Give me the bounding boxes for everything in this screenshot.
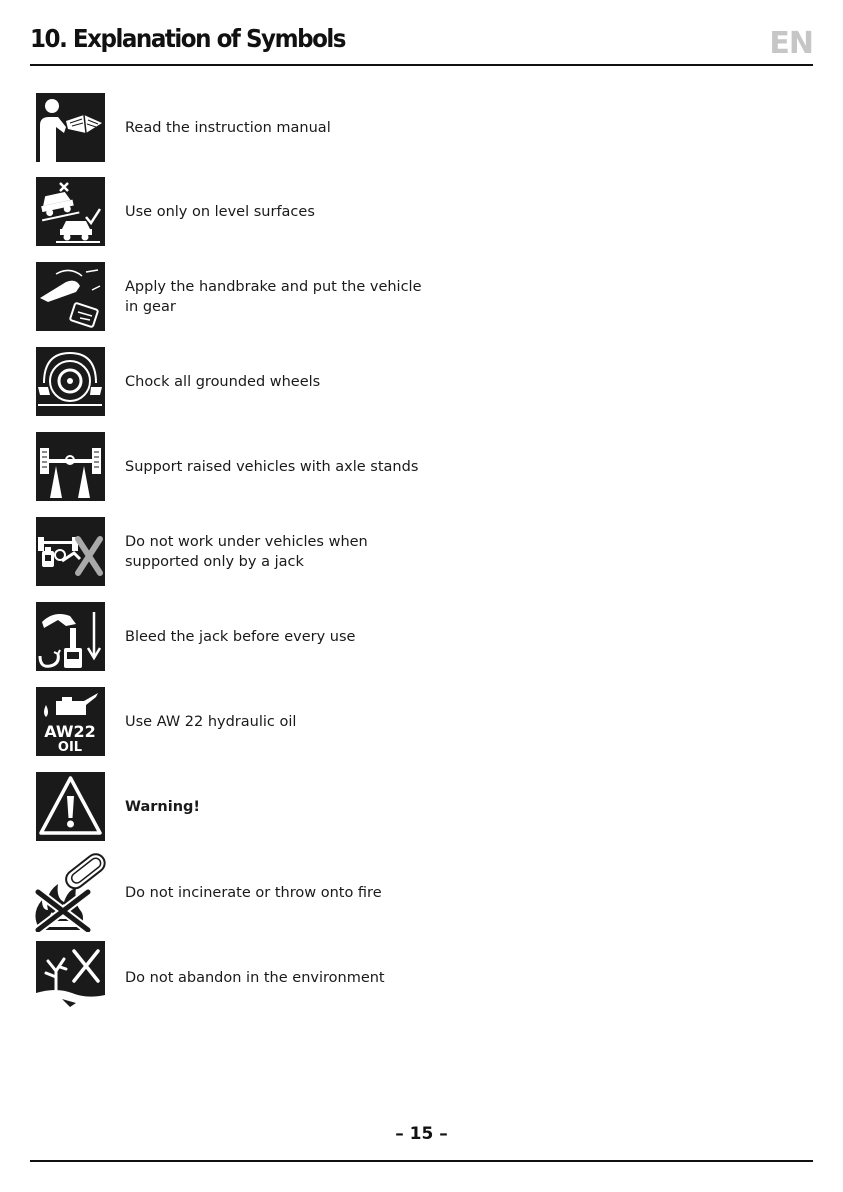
symbol-label: Do not incinerate or throw onto fire: [125, 885, 382, 901]
footer-divider: [30, 1160, 813, 1162]
symbol-row: [36, 687, 536, 757]
wheel-chock-icon: [36, 347, 105, 416]
symbol-label: Support raised vehicles with axle stands: [125, 459, 419, 475]
symbol-label: Read the instruction manual: [125, 120, 331, 136]
symbol-row: [36, 602, 536, 672]
page-header: [30, 20, 813, 66]
oil-icon-grade-text: AW22: [44, 722, 96, 741]
symbol-row: [36, 432, 536, 502]
symbol-label: Use AW 22 hydraulic oil: [125, 714, 297, 730]
symbol-row: [36, 177, 536, 247]
symbol-row: [36, 262, 536, 332]
no-work-under-jack-icon: [36, 517, 105, 586]
warning-triangle-icon: [36, 772, 105, 841]
no-dumping-icon: [36, 941, 105, 1010]
read-manual-icon: [36, 93, 105, 162]
bleed-jack-icon: [36, 602, 105, 671]
symbol-label: Bleed the jack before every use: [125, 629, 356, 645]
level-surface-icon: [36, 177, 105, 246]
symbol-row: [36, 93, 536, 163]
symbol-label: Apply the handbrake and put the vehicle in gear: [125, 279, 422, 315]
oil-icon-oil-text: OIL: [57, 740, 83, 755]
symbol-label: Do not abandon in the environment: [125, 970, 385, 986]
symbol-row: [36, 517, 536, 587]
symbol-row: [36, 941, 536, 1011]
symbol-label: Chock all grounded wheels: [125, 374, 321, 390]
symbol-row: [36, 772, 536, 842]
symbol-label: Do not work under vehicles when supported only by a jack: [125, 534, 368, 570]
symbol-row: [36, 850, 536, 920]
hydraulic-oil-icon: [36, 687, 105, 756]
symbol-label: Use only on level surfaces: [125, 204, 315, 220]
handbrake-icon: [36, 262, 105, 331]
symbol-row: [36, 347, 536, 417]
page-title: 10. Explanation of Symbols: [30, 24, 346, 53]
symbol-label: Warning!: [125, 799, 201, 815]
no-fire-icon: [30, 850, 106, 932]
page-number: – 15 –: [395, 1124, 448, 1144]
axle-stands-icon: [36, 432, 105, 501]
language-badge: EN: [769, 26, 813, 61]
